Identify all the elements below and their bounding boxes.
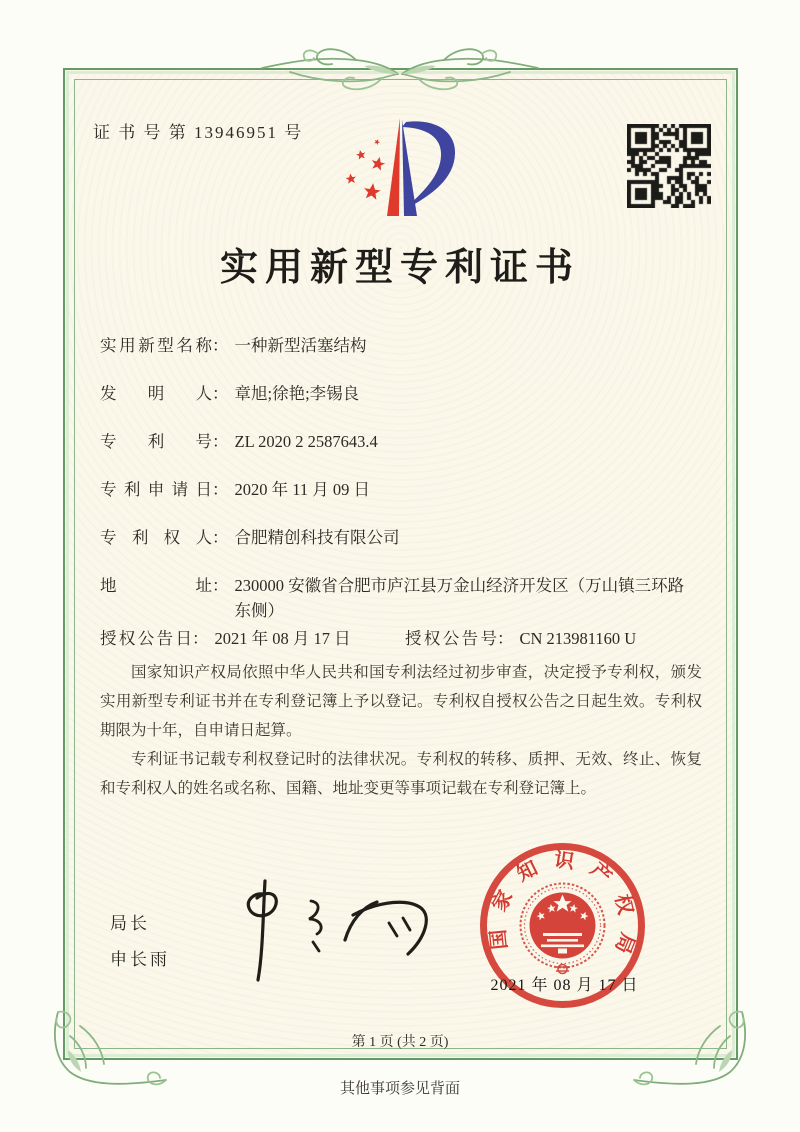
- field-row-patent-number: [100, 429, 700, 454]
- field-value: 2020 年 11 月 09 日: [234, 480, 371, 499]
- certificate-fields: [100, 333, 700, 646]
- qr-code: [627, 124, 711, 208]
- body-paragraph-2: 专利证书记载专利权登记时的法律状况。专利权的转移、质押、无效、终止、恢复和专利权人的姓名或名称、国籍、地址变更等事项记载在专利登记簿上。: [100, 751, 702, 797]
- cnipa-logo-icon: [338, 114, 468, 222]
- field-label: 授权公告号: [405, 629, 497, 648]
- field-row-filing-date: [100, 477, 700, 502]
- grant-number: [405, 626, 636, 651]
- field-label: 专利号: [100, 432, 212, 451]
- field-label: 专利申请日: [100, 480, 212, 499]
- field-colon: ：: [212, 336, 229, 355]
- certificate-number: 证 书 号 第 13946951 号: [93, 123, 304, 142]
- field-label: 发明人: [100, 384, 212, 403]
- field-value: 一种新型活塞结构: [234, 336, 367, 355]
- field-label: 授权公告日: [100, 629, 192, 648]
- body-paragraph-1: 国家知识产权局依照中华人民共和国专利法经过初步审查，决定授予专利权，颁发实用新型专利证书并在专利登记簿上予以登记。专利权自授权公告之日起生效。专利权期限为十年，自申请日起算。: [100, 664, 702, 739]
- field-colon: ：: [212, 528, 229, 547]
- field-row-inventors: [100, 381, 700, 406]
- field-colon: ：: [212, 432, 229, 451]
- field-colon: ：: [212, 480, 229, 499]
- field-value: 230000 安徽省合肥市庐江县万金山经济开发区（万山镇三环路东侧）: [234, 576, 685, 620]
- body-text: [100, 658, 702, 803]
- field-value: ZL 2020 2 2587643.4: [234, 432, 378, 451]
- seal-ring-text: 国家知识产权局: [486, 848, 640, 971]
- field-label: 专利权人: [100, 528, 212, 547]
- field-colon: ：: [192, 629, 209, 648]
- field-label: 地址: [100, 576, 212, 595]
- officer-block: [110, 906, 170, 978]
- field-label: 实用新型名称: [100, 336, 212, 355]
- field-value: 2021 年 08 月 17 日: [214, 629, 351, 648]
- field-value: 章旭;徐艳;李锡良: [234, 384, 360, 403]
- field-colon: ：: [212, 576, 229, 595]
- field-row-patentee: [100, 525, 700, 550]
- director-signature: [212, 874, 444, 992]
- field-row-address: [100, 573, 700, 623]
- field-value: 合肥精创科技有限公司: [234, 528, 400, 547]
- officer-name: 申长雨: [110, 950, 170, 969]
- back-note: 其他事项参见背面: [339, 1081, 460, 1097]
- certificate-title: 实用新型专利证书: [219, 247, 580, 289]
- field-value: CN 213981160 U: [519, 629, 637, 648]
- field-colon: ：: [212, 384, 229, 403]
- officer-title: 局长: [110, 914, 150, 933]
- grant-date: [100, 626, 351, 651]
- field-colon: ：: [497, 629, 514, 648]
- seal-date: 2021 年 08 月 17 日: [490, 977, 639, 994]
- field-row-name: [100, 333, 700, 358]
- page-number: 第 1 页 (共 2 页): [351, 1035, 449, 1050]
